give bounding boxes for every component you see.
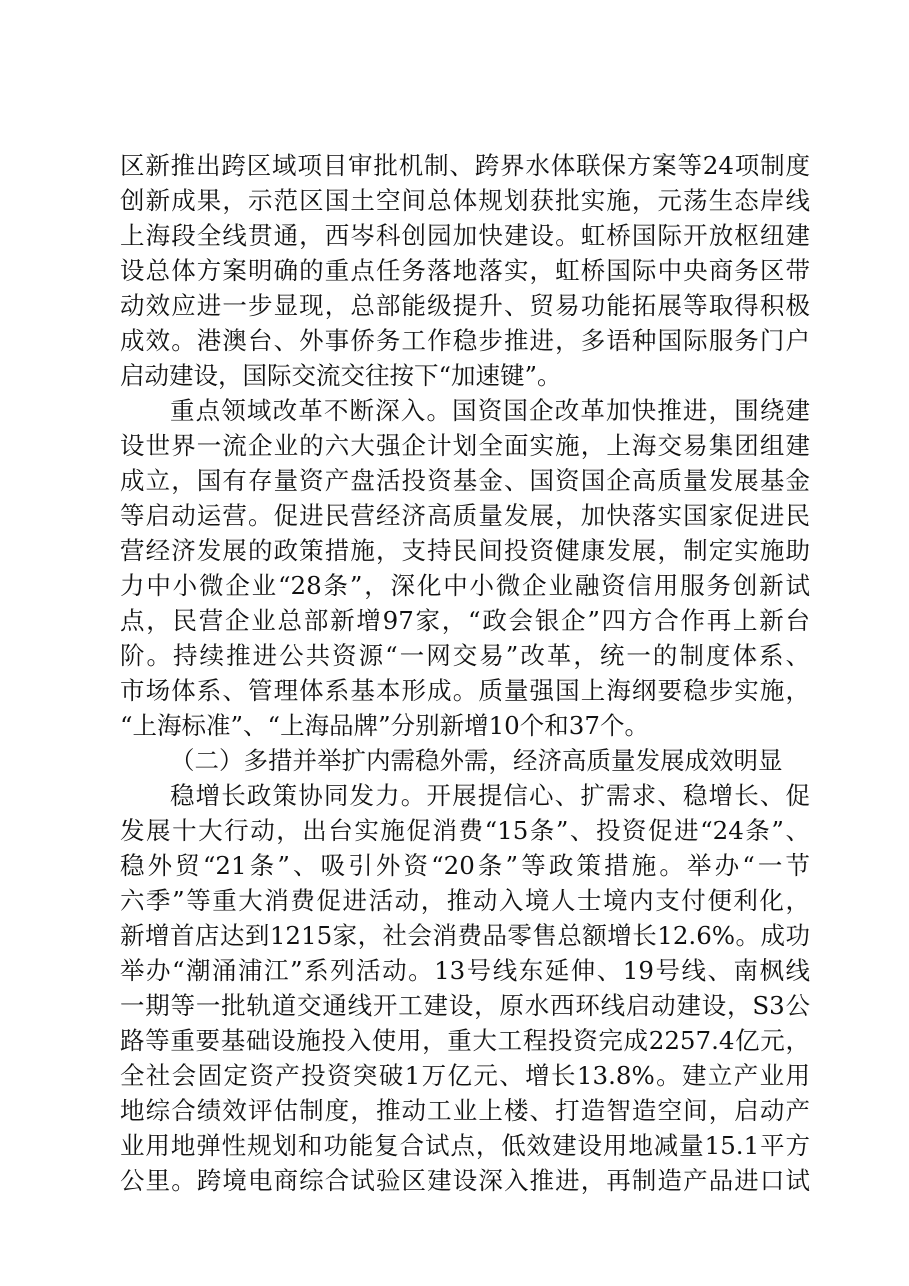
text-line: “上海标准”、“上海品牌”分别新增10个和37个。 — [120, 711, 649, 740]
text-line: 启动建设，国际交流交往按下“加速键”。 — [120, 361, 562, 390]
text-line: 区新推出跨区域项目审批机制、跨界水体联保方案等24项制度 — [120, 151, 810, 180]
text-line: 阶。持续推进公共资源“一网交易”改革，统一的制度体系、 — [120, 641, 810, 670]
text-line: 全社会固定资产投资突破1万亿元、增长13.8%。建立产业用 — [120, 1061, 810, 1090]
text-line: 稳外贸“21条”、吸引外资“20条”等政策措施。举办“一节 — [120, 851, 810, 880]
text-line: 公里。跨境电商综合试验区建设深入推进，再制造产品进口试 — [120, 1166, 810, 1195]
text-line: 稳增长政策协同发力。开展提信心、扩需求、稳增长、促 — [170, 781, 810, 810]
text-line: 举办“潮涌浦江”系列活动。13号线东延伸、19号线、南枫线 — [120, 956, 810, 985]
text-line: 业用地弹性规划和功能复合试点，低效建设用地减量15.1平方 — [120, 1131, 810, 1160]
text-line: 地综合绩效评估制度，推动工业上楼、打造智造空间，启动产 — [120, 1096, 810, 1125]
text-line: 发展十大行动，出台实施促消费“15条”、投资促进“24条”、 — [120, 816, 810, 845]
text-line: 市场体系、管理体系基本形成。质量强国上海纲要稳步实施， — [120, 676, 810, 705]
text-line: 一期等一批轨道交通线开工建设，原水西环线启动建设，S3公 — [120, 991, 810, 1020]
text-line: 动效应进一步显现，总部能级提升、贸易功能拓展等取得积极 — [120, 291, 810, 320]
paragraph-growth — [120, 778, 810, 1198]
text-line: 点，民营企业总部新增97家，“政会银企”四方合作再上新台 — [120, 606, 810, 635]
text-line: 力中小微企业“28条”，深化中小微企业融资信用服务创新试 — [120, 571, 810, 600]
text-line: 路等重要基础设施投入使用，重大工程投资完成2257.4亿元， — [120, 1026, 810, 1055]
text-line: 重点领域改革不断深入。国资国企改革加快推进，围绕建 — [170, 396, 810, 425]
text-line: 等启动运营。促进民营经济高质量发展，加快落实国家促进民 — [120, 501, 810, 530]
document-body — [120, 148, 810, 1198]
paragraph-continuation — [120, 148, 810, 393]
text-line: 成立，国有存量资产盘活投资基金、国资国企高质量发展基金 — [120, 466, 810, 495]
text-line: 上海段全线贯通，西岑科创园加快建设。虹桥国际开放枢纽建 — [120, 221, 810, 250]
text-line: 设总体方案明确的重点任务落地落实，虹桥国际中央商务区带 — [120, 256, 810, 285]
text-line: 设世界一流企业的六大强企计划全面实施，上海交易集团组建 — [120, 431, 810, 460]
text-line: 成效。港澳台、外事侨务工作稳步推进，多语种国际服务门户 — [120, 326, 810, 355]
section-heading: （二）多措并举扩内需稳外需，经济高质量发展成效明显 — [170, 746, 783, 775]
text-line: 六季”等重大消费促进活动，推动入境人士境内支付便利化， — [120, 886, 810, 915]
paragraph-reform — [120, 393, 810, 743]
text-line: 营经济发展的政策措施，支持民间投资健康发展，制定实施助 — [120, 536, 810, 565]
text-line: 新增首店达到1215家，社会消费品零售总额增长12.6%。成功 — [120, 921, 810, 950]
text-line: 创新成果，示范区国土空间总体规划获批实施，元荡生态岸线 — [120, 186, 810, 215]
